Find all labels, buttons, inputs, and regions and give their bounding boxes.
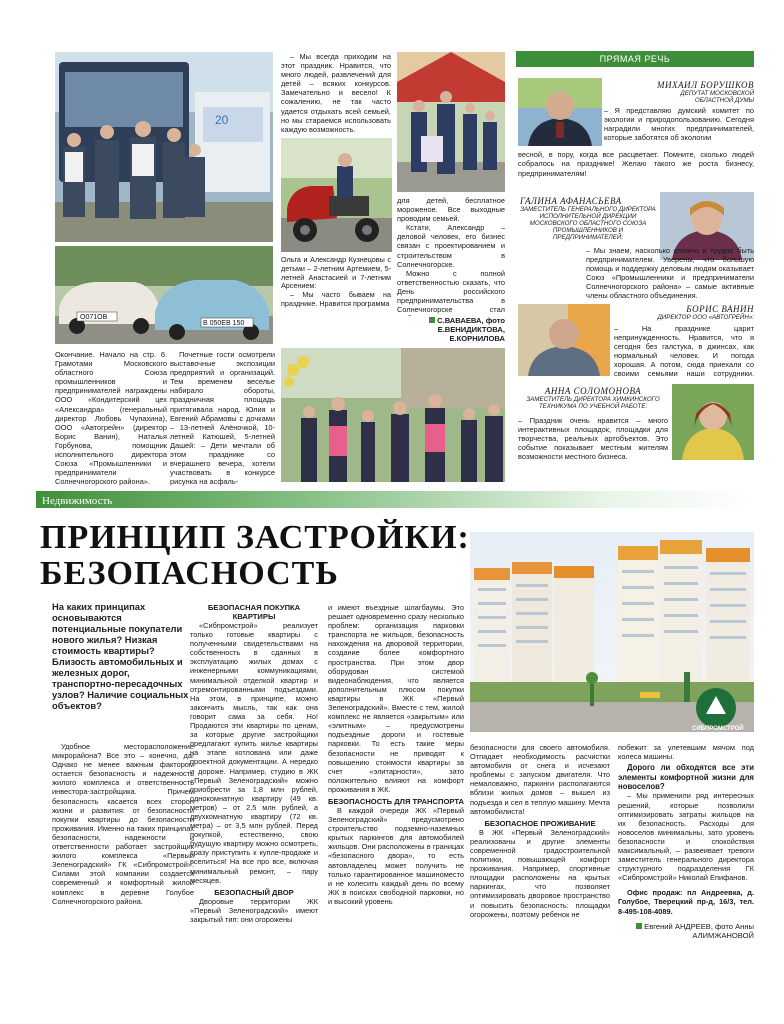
photo-motorcycle: [281, 138, 392, 252]
lead-text: На каких принципах основываются потенциальные покупатели нового жилья? Низкая стоимость квартиры? Близость автомобильных и железных дорог, транспортно-пересадочных узлов? Наличие социальных объектов?: [52, 601, 189, 711]
col2-subhead-2: БЕЗОПАСНЫЙ ДВОР: [214, 887, 294, 897]
caption-family-text: Ольга и Александр Кузнецовы с детьми – 2-летним Артемием, 5-летней Анастасией и 7-летним Арсением:: [281, 255, 391, 291]
person-3-role: ДИРЕКТОР ООО «АВТОГРЕЙН»:: [657, 314, 754, 321]
person-2-quote: [518, 246, 754, 300]
person-4-header: [518, 386, 668, 410]
article-col-2: [190, 603, 318, 973]
person-1-role: ДЕПУТАТ МОСКОВСКОЙ ОБЛАСТНОЙ ДУМЫ: [680, 90, 754, 104]
top-col-right: [397, 196, 505, 316]
col4-text-1: безопасности для своего автомобиля. Отпадает необходимость расчистки автомобиля от снега и исчезают проблемы с запуском двигателя. Что немаловажно, паркинги располагаются вблизи жилых домов – вышел из подъезда и сел в теплую машину. Мечта автомобилиста!: [470, 743, 610, 816]
col5-text-1: побежит за улетевшим мячом под колеса машины.: [618, 743, 754, 762]
top-signature-text: С.ВАВАЕВА, фото Е.ВЕНИДИКТОВА, Е.КОРНИЛОВА: [437, 316, 505, 343]
person-2-role: ЗАМЕСТИТЕЛЬ ГЕНЕРАЛЬНОГО ДИРЕКТОРА ИСПОЛНИТЕЛЬНОЙ ДИРЕКЦИИ МОСКОВСКОГО ОБЛАСТНОГО СОЮЗА ПРОМЫШЛЕННИКОВ И ПРЕДПРИНИМАТЕЛЕЙ:: [520, 206, 656, 241]
bottom-col1-text: Окончание. Начало на стр. 6. Грамотами Московского областного Союза промышленников и предпринимателей награждены ООО «Кондитерский цех «Александра» (генеральный директор Любовь Чупахина), ООО «Автогрейн» (директор Борис Ванин), Наталья Горбунова, помощник исполнительного директора Союза «Промышленники и предприниматели Солнечногорского района».: [55, 350, 167, 486]
col3-text-1: и имеют въездные шлагбаумы. Это решает одновременно сразу несколько проблем: организация парковки транспорта не жильцов, безопасность нахождения на дворовой территории, создание более комфортного пространства. При этом двор оборудован системой видеонаблюдения, что является дополнительным плюсом покупки квартиры в ЖК «Первый Зеленоградский». Вместе с тем, жилой комплекс не является «закрытым» или «элитным» – предусмотрены подъездные дороги и гостевые парковки. То есть такие меры безопасности не приводят к повышению стоимости квартиры за счет «элитарности», зато положительно влияют на комфорт проживания в ЖК.: [328, 603, 464, 794]
col5-body-2: [618, 791, 754, 882]
article-lead: [52, 601, 194, 741]
col1-text: Удобное месторасположение микрорайона? Все это – конечно, да! Однако не менее важным фактором остается безопасность и надежность жилого комплекса и ответственность инвестора-застройщика. Причем безопасность касается всех сторон жизни и развития: от безопасности покупки квартиры до безопасности проживания. Именно на таких принципах безопасности, надежности и ответственности работает застройщик жилого комплекса «Первый Зеленоградский» ГК «Сибпромстрой». Силами этой компании создается современный и комфортный жилой комплекс в деревне Голубое Солнечногорского района.: [52, 742, 194, 906]
article-signature-text: Евгений АНДРЕЕВ, фото Анны АЛИМЖАНОВОЙ: [644, 921, 754, 940]
col-right-p3: Можно с полной ответственностью сказать, что День российского предпринимательства в Солнечногорске стал: [397, 268, 505, 315]
office-info-box: [618, 888, 754, 915]
article-col-4: [470, 743, 610, 973]
col-right-p2: Кстати, Александр – деловой человек, его бизнес связан с проектированием и строительством в Солнечногорске.: [397, 223, 505, 269]
headline-line-1: ПРИНЦИП ЗАСТРОЙКИ:: [40, 519, 470, 556]
photo-bus-group: [55, 52, 273, 242]
photo-residential-complex: [470, 532, 754, 732]
bottom-col-2: [170, 350, 275, 486]
rubric-label: ПРЯМАЯ РЕЧЬ: [599, 54, 671, 64]
col5-lead: Дорого ли обходятся все эти элементы комфортной жизни для новоселов?: [618, 763, 754, 791]
col4-subhead: БЕЗОПАСНОЕ ПРОЖИВАНИЕ: [484, 818, 596, 828]
caption-family-quote: – Мы часто бываем на празднике. Нравится программа: [281, 290, 391, 308]
person-2-header: [518, 196, 658, 241]
person-3-name: БОРИС ВАНИН: [686, 304, 754, 314]
article-col-1: [52, 742, 194, 972]
col2-body-1: [190, 621, 318, 885]
person-3-quote-text: – На празднике царит непринужденность. Нравится, что я сегодня без галстука, в джинсах, как нормальный человек. И погода хорошая. А потом, сюда приехали со своими семьями наши сотрудники.: [614, 324, 754, 379]
bottom-col2-text: Почетные гости осмотрели выставочные экспозиции предприятий и организаций. Тем временем веселье набирало обороты, праздничная площадь притягивала народ. Юлия и Евгений Абрамовы с дочками – 13-летней Алёночкой, 10-летней Катюшей, 5-летней Дашей: – Дети мечтали об этом празднике со вчерашнего вечера, хотели участвовать в конкурсе рисунка на асфаль-: [170, 350, 275, 486]
person-3-quote: [614, 324, 754, 380]
person-2-quote-text: – Мы знаем, насколько сложно и трудно быть предпринимателем. Уверены, что большую помощь и поддержку деловым людям оказывает Союз «Промышленники и предприниматели Солнечногорского района» – самые активные члены областного объединения.: [586, 246, 754, 300]
person-4-quote-text: – Праздник очень нравится – много интерактивных площадок, площадки для творчества, реальных артобъектов. Это событие показывает местным жителям возможности местного бизнеса.: [518, 416, 668, 462]
person-1-quote: [518, 150, 754, 194]
col4-text-2: В ЖК «Первый Зеленоградский» реализованы и другие элементы современной градостроительной политики, повышающей комфорт проживания. Например, спортивные площадки расположены на крытых паркингах, что позволяет оптимизировать дворовое пространство и повысить безопасность: площадки огорожены, поэтому ребенок не: [470, 827, 610, 919]
logo-text: СИБПРОМСТРОЙ: [692, 726, 744, 732]
headline-line-2: БЕЗОПАСНОСТЬ: [40, 555, 339, 592]
portrait-borushkov: [518, 78, 602, 146]
person-4-role: ЗАМЕСТИТЕЛЬ ДИРЕКТОРА ХИМКИНСКОГО ТЕХНИКУМА ПО УЧЕБНОЙ РАБОТЕ:: [526, 396, 660, 410]
person-1-name: МИХАИЛ БОРУШКОВ: [657, 80, 754, 90]
section-label: Недвижимость: [42, 495, 113, 507]
col5-body-1: [618, 743, 754, 761]
col3-body-1: [328, 603, 464, 794]
article-col-3: [328, 603, 464, 973]
person-1-quote-part: – Я представляю думский комитет по экологии и природопользованию. Сегодня наградили многих предпринимателей, которые заботятся об экологии: [604, 106, 754, 143]
top-signature: [397, 316, 505, 344]
banner-text: 20: [215, 113, 229, 127]
portrait-vanin: [518, 304, 610, 376]
person-3-header: [614, 304, 754, 321]
person-2-name: ГАЛИНА АФАНАСЬЕВА: [520, 196, 622, 206]
bottom-col-1: [55, 350, 167, 486]
col-right-text: для детей, бесплатное мороженое. Все выходные проводим семьей.: [397, 196, 505, 224]
article-col-5: [618, 743, 754, 973]
top-col-caption-tour: [281, 52, 391, 138]
caption-tour-text: – Мы всегда приходим на этот праздник. Нравится, что много людей, развлечений для детей – всяких конкурсов. Замечательно и весело! К сожалению, не так часто удается отдыхать всей семьей, но мы стараемся использовать каждую возможность.: [281, 52, 391, 134]
col4-body-2: [470, 828, 610, 919]
plate-text-2: В 050ЕВ 150: [203, 320, 245, 327]
col2-body-2: [190, 897, 318, 924]
plate-text-1: О071ОВ: [80, 314, 108, 321]
person-1-quote-box: [604, 106, 754, 150]
col3-body-2: [328, 806, 464, 906]
signature-icon: [429, 317, 435, 323]
col2-text-1: «Сибпромстрой» реализует только готовые квартиры с полученными свидетельствами на собственность в сданных в эксплуатацию жилых домах с инженерными коммуникациями, минимальной отделкой квартир и отремонтированными подъездами. На этом, в принципе, можно закончить мысль, так как она говорит сама за себя. Но! Продаются эти квартиры по ценам, за которые другие застройщики предлагают купить жилье квартиры на этапе котлована или даже проектной документации. А нередко и дороже. Например, студию в ЖК «Первый Зеленоградский» можно приобрести за 1,8 млн рублей, однокомнатную квартиру (49 кв. метров) – от 2,5 млн рублей, а двухкомнатную квартиру (72 кв. метра) – от 3,5 млн рублей. Перед покупкой, естественно, свою будущую квартиру можно осмотреть, сразу приступить к купле-продаже и вселиться! На все про все, включая минимальный ремонт, – пару месяцев.: [190, 621, 318, 885]
photo-crowd: [281, 348, 505, 482]
photo-retro-cars: [55, 246, 273, 344]
col2-subhead-1: БЕЗОПАСНАЯ ПОКУПКА КВАРТИРЫ: [207, 603, 301, 621]
article-headline: [40, 520, 480, 592]
rubric-pryamaya-rech: [516, 51, 754, 67]
article-signature: [618, 922, 754, 940]
col5-lead-box: [618, 763, 754, 791]
person-1-header: [604, 80, 754, 104]
photo-family: [397, 52, 505, 192]
section-bar-nedvizhimost: [36, 491, 754, 508]
col4-body-1: [470, 743, 610, 816]
person-4-name: АННА СОЛОМОНОВА: [544, 386, 642, 396]
person-1-quote-text: весной, в пору, когда все расцветает. Помните, сколько людей собралось на празднике! Желаю такого же роста бизнесу, предпринимателям!: [518, 150, 754, 178]
col3-text-2: В каждой очереди ЖК «Первый Зеленоградский» предусмотрено строительство подземно-наземных крытых паркингов для автомобилей жильцов. Они расположены в границах «безопасного двора», то есть автовладелец может получить не только гарантированное машиноместо и не колесить каждый день по всему ЖК в поисках свободной парковки, но и высокий уровень: [328, 805, 464, 906]
person-4-quote: [518, 416, 754, 484]
article-signature-icon: [636, 923, 642, 929]
col3-subhead: БЕЗОПАСНОСТЬ ДЛЯ ТРАНСПОРТА: [328, 796, 464, 806]
office-info: Офис продаж: пл Андреевка, д. Голубое, Тверецкий пр-д, 16/3, тел. 8-495-108-4089.: [618, 888, 754, 916]
top-col-caption-family: [281, 256, 391, 344]
col2-text-2: Дворовые территории ЖК «Первый Зеленоградский» имеют закрытый тип: они огорожены: [190, 896, 318, 924]
col5-text-2: – Мы применили ряд интересных решений, которые позволили оптимизировать затраты жильцов на их безопасность. Расходы для новоселов минимальны, зато уровень безопасности и спокойствия максимальный, – развеивает тревоги заместитель генерального директора структурного подразделения ГК «Сибпромстрой» Николай Епифанов.: [618, 791, 754, 883]
